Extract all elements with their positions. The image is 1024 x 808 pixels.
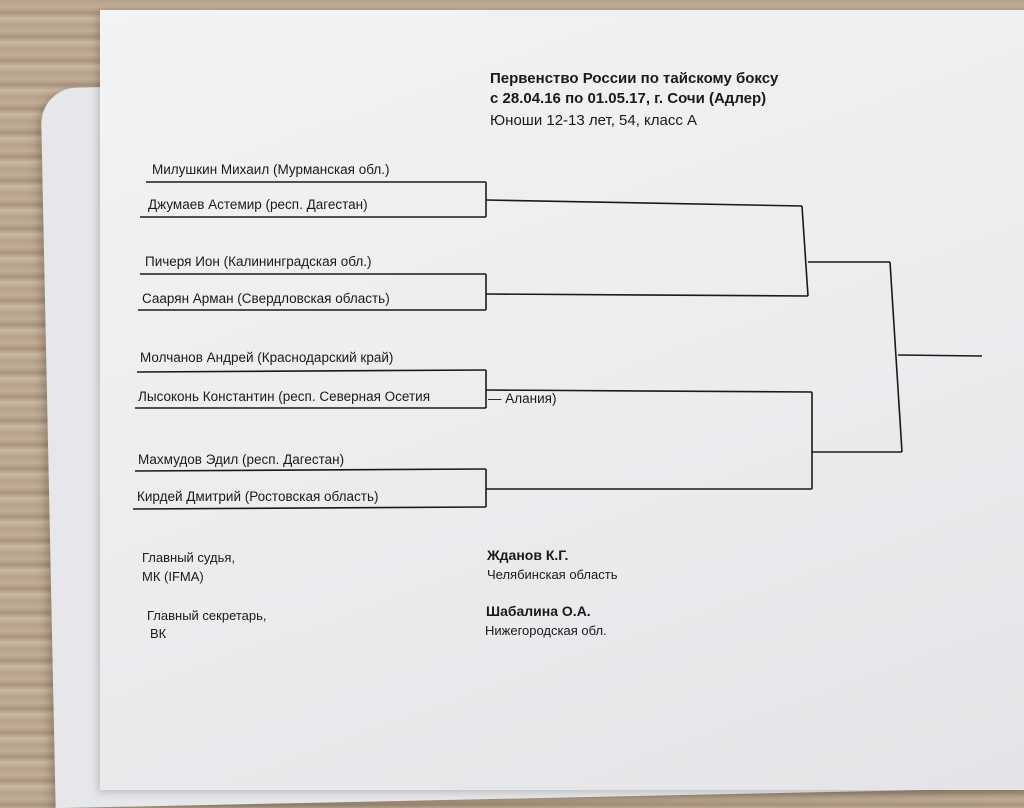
fighter-1: Милушкин Михаил (Мурманская обл.) [152,162,390,177]
chief-secretary-name: Шабалина О.А. [486,603,591,619]
chief-secretary-region: Нижегородская обл. [485,623,607,638]
fighter-3: Пичеря Ион (Калининградская обл.) [145,254,372,269]
chief-judge-name: Жданов К.Г. [487,547,569,563]
bracket-line-fighter-8 [133,507,486,509]
bracket-line-semifinal-1b [486,294,808,296]
chief-judge-rank: МК (IFMA) [142,569,204,584]
bracket-line-fighter-7 [135,469,486,471]
chief-secretary-rank: ВК [150,626,167,641]
bracket-connector-semifinal-1 [802,206,808,296]
chief-secretary-role: Главный секретарь, [147,608,267,623]
chief-judge-role: Главный судья, [142,550,236,565]
bracket-line-semifinal-1a [486,200,802,206]
fighter-7: Махмудов Эдил (респ. Дагестан) [138,452,345,467]
event-dates: с 28.04.16 по 01.05.17, г. Сочи (Адлер) [490,90,767,107]
bracket-line-fighter-5 [137,370,486,372]
event-title: Первенство России по тайскому боксу [490,70,779,87]
fighter-6-continuation: — Алания) [488,391,557,406]
weight-category: Юноши 12-13 лет, 54, класс А [490,112,698,129]
fighter-4: Саарян Арман (Свердловская область) [142,291,390,306]
bracket-connector-final [890,262,902,452]
fighter-8: Кирдей Дмитрий (Ростовская область) [137,489,379,504]
chief-judge-region: Челябинская область [487,567,618,582]
fighter-6: Лысоконь Константин (респ. Северная Осетия [138,389,431,404]
fighter-5: Молчанов Андрей (Краснодарский край) [140,350,394,365]
fighter-2: Джумаев Астемир (респ. Дагестан) [148,197,368,212]
bracket-line-winner [898,355,982,356]
